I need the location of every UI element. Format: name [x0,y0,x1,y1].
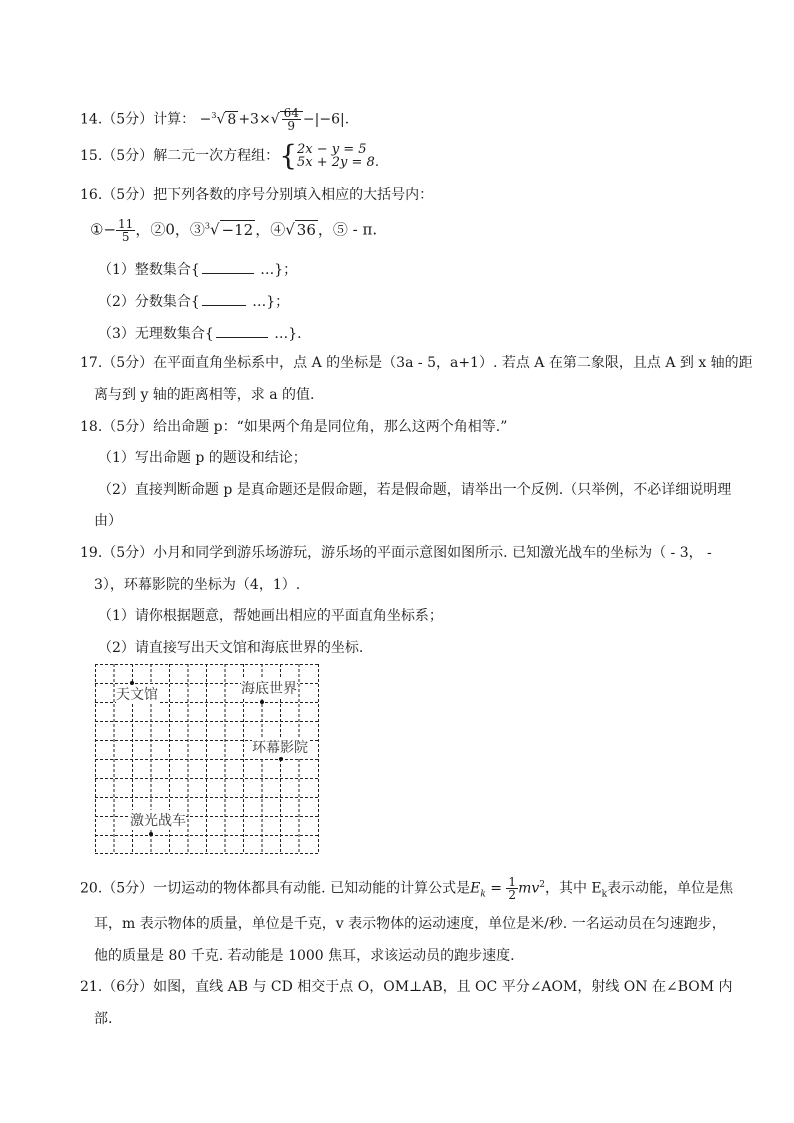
question-number: 16. [80,187,103,203]
question-number: 15. [80,148,103,164]
fraction [116,218,135,243]
root-index: 3 [204,221,210,231]
root-index: 3 [211,111,217,120]
map-point-ring-cinema [279,757,283,761]
radicand: 8 [227,111,237,128]
separator: ， [255,220,271,239]
question-score: （5分） [102,187,154,203]
question-score: （5分） [102,148,154,164]
answer-blank[interactable] [216,325,268,338]
item-mark: ① [90,220,104,239]
radicand: −12 [221,220,254,239]
math-minus: − [103,220,117,239]
map-label-observatory: 天文馆 [116,684,158,704]
question-text: ，其中 E [544,880,602,897]
math-var: E [470,880,481,897]
question-18-line-1: 18.（5分）给出命题 p：“如果两个角是同位角，那么这两个角相等.” [80,419,508,435]
question-17-line-2: 离与到 y 轴的距离相等，求 a 的值. [94,387,315,403]
question-19-sub2: （2）请直接写出天文馆和海底世界的坐标. [98,640,364,656]
item-5: ⑤ - π. [332,220,378,239]
radicand: 36 [296,220,316,239]
sub-label: （1）整数集合{ [98,262,200,278]
question-14: 14.（5分）计算： −$^3$√ 8 +3×√ $\frac{64}{9}$ −|−6|. [80,106,350,134]
denominator: 9 [287,119,296,134]
math-eq: = [485,880,507,897]
answer-blank[interactable] [202,293,246,306]
question-16-stem [80,184,433,204]
question-18-sub2-line-1: （2）直接判断命题 p 是真命题还是假命题，若是假命题，请举出一个反例.（只举例，不必详细说明理 [98,482,732,498]
sub-end: …}； [247,294,290,310]
item-2: ②0， [150,220,190,239]
denominator: 5 [121,230,130,244]
question-16-sub1 [98,259,297,279]
map-point-observatory [130,681,134,685]
question-20-line-2: 耳，m 表示物体的质量，单位是千克，v 表示物体的运动速度，单位是米/秒. 一名运动员在匀速跑步， [94,916,726,932]
math-term: +3× [238,111,271,128]
question-score: （5分） [102,111,154,128]
item-mark: ③ [189,220,205,239]
question-19-line-1: 19.（5分）小月和同学到游乐场游玩，游乐场的平面示意图如图所示. 已知激光战车的坐标为（ - 3， - [80,545,712,561]
sub-end: …}. [269,326,302,342]
question-20-line-3: 他的质量是 80 千克. 若动能是 1000 焦耳，求该运动员的跑步速度. [94,948,515,964]
math-sub: k [601,889,608,900]
sub-label: （2）分数集合{ [98,294,200,310]
sub-end: …}； [255,262,298,278]
equation-1: 2x − y = 5 [297,142,367,157]
math-sub: k [480,889,486,900]
numerator: 1 [508,875,517,889]
map-label-laser-tank: 激光战车 [130,810,186,830]
math-exp: 2 [539,879,545,890]
equation-system [297,143,379,169]
question-text: 计算： [153,111,196,128]
brace: { [279,139,298,172]
map-point-laser-tank [149,832,153,836]
numerator: 11 [118,217,134,231]
item-mark: ④ [270,220,286,239]
fraction [282,107,301,132]
equation-2: 5x + 2y = 8. [297,155,379,170]
question-text: 20.（5分）一切运动的物体都具有动能. 已知动能的计算公式是 [80,880,471,897]
denominator: 2 [508,888,517,902]
separator: ， [135,220,151,239]
question-18-sub2-line-2: 由） [94,513,122,529]
math-minus: − [199,111,212,128]
math-var: mv [518,880,540,897]
question-15 [80,139,379,172]
question-19-line-2: 3），环幕影院的坐标为（4，1）. [94,577,301,593]
map-label-ocean-world: 海底世界 [241,678,297,698]
separator: ， [317,220,333,239]
question-17-line-1: 17.（5分）在平面直角坐标系中，点 A 的坐标是（3a - 5，a+1）. 若点 A 在第二象限，且点 A 到 x 轴的距 [80,355,753,371]
question-20-line-1 [80,876,733,901]
numerator: 64 [283,106,299,121]
fraction [506,876,518,901]
question-text: 把下列各数的序号分别填入相应的大括号内： [153,187,434,203]
question-number: 14. [80,111,103,128]
question-text: 表示动能，单位是焦 [607,880,734,897]
question-16-sub3 [98,323,302,343]
map-point-ocean-world [260,700,264,704]
question-16-numbers: ①− $\frac{11}{5}$ ，②0，③$^3$√ −12 ，④√ 36 ，⑤ - π. [90,217,378,244]
park-map [95,664,319,854]
answer-blank[interactable] [202,261,254,274]
question-21-line-2: 部. [94,1011,113,1027]
question-21-line-1: 21.（6分）如图，直线 AB 与 CD 相交于点 O，OM⊥AB，且 OC 平分∠AOM，射线 ON 在∠BOM 内 [80,979,733,995]
question-18-sub1: （1）写出命题 p 的题设和结论； [98,450,307,466]
sub-label: （3）无理数集合{ [98,326,214,342]
math-term: −|−6|. [302,111,350,128]
map-label-ring-cinema: 环幕影院 [252,737,308,757]
question-19-sub1: （1）请你根据题意，帮她画出相应的平面直角坐标系； [98,608,443,624]
question-16-sub2 [98,291,289,311]
question-text: 解二元一次方程组： [153,148,280,164]
